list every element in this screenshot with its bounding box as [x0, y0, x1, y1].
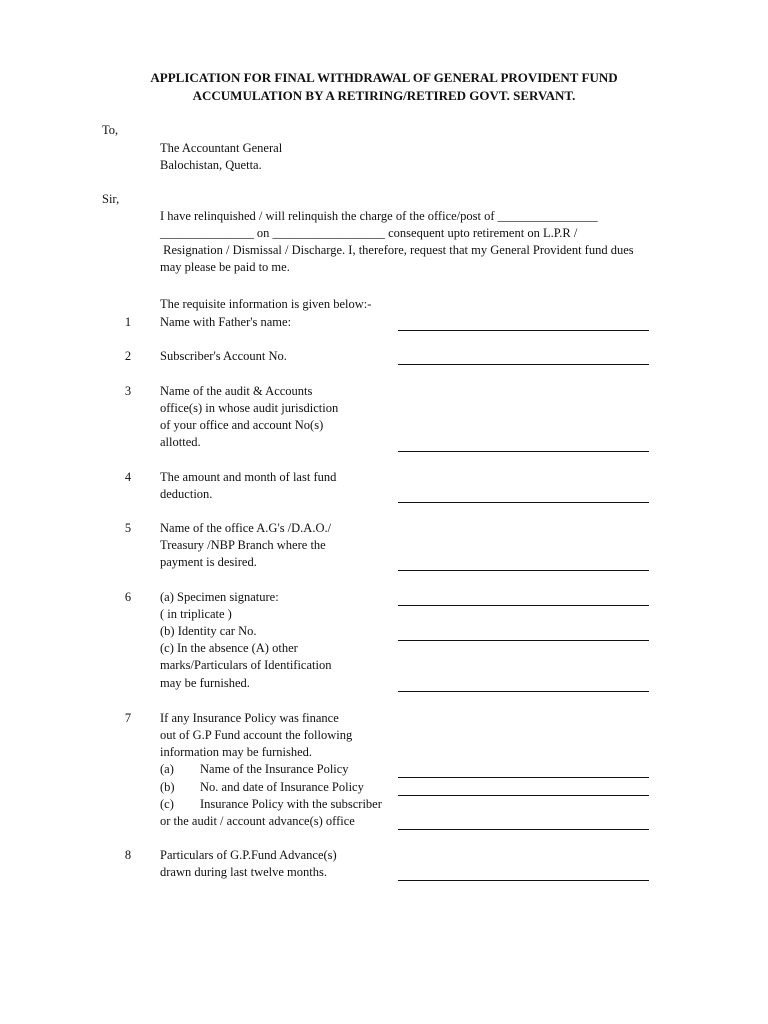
- answer-field-identification-marks[interactable]: [398, 691, 649, 692]
- form-title-line-1: APPLICATION FOR FINAL WITHDRAWAL OF GENERAL PROVIDENT FUND: [150, 70, 618, 85]
- item-label: Particulars of G.P.Fund Advance(s): [160, 848, 337, 862]
- answer-field-payment-office[interactable]: [398, 570, 649, 571]
- answer-field-advances[interactable]: [398, 880, 649, 881]
- address-to: To,: [102, 123, 119, 137]
- answer-field-insurance-office[interactable]: [398, 829, 649, 830]
- subitem-label: (a): [160, 762, 174, 776]
- item-number: 4: [124, 470, 132, 484]
- item-label: Treasury /NBP Branch where the: [160, 538, 326, 552]
- item-label: payment is desired.: [160, 555, 257, 569]
- answer-field-identity-card[interactable]: [398, 640, 649, 641]
- item-label: may be furnished.: [160, 676, 250, 690]
- answer-field-insurance-date[interactable]: [398, 795, 649, 796]
- item-label: (b) Identity car No.: [160, 624, 257, 638]
- item-label: of your office and account No(s): [160, 418, 324, 432]
- body-line-4: may please be paid to me.: [160, 260, 290, 274]
- item-label: marks/Particulars of Identification: [160, 658, 332, 672]
- subitem-b: [160, 779, 364, 796]
- subitem-text: No. and date of Insurance Policy: [200, 780, 364, 794]
- item-number: 1: [124, 315, 132, 329]
- subitem-label: (c): [160, 797, 174, 811]
- intro-text: The requisite information is given below:-: [160, 297, 372, 311]
- item-label: ( in triplicate ): [160, 607, 232, 621]
- item-number: 3: [124, 384, 132, 398]
- item-label: or the audit / account advance(s) office: [160, 814, 355, 828]
- item-label: out of G.P Fund account the following: [160, 728, 353, 742]
- subitem-c: [160, 796, 382, 813]
- salutation: Sir,: [102, 192, 120, 206]
- body-line-3: Resignation / Dismissal / Discharge. I, therefore, request that my General Provident fund dues: [160, 243, 634, 257]
- item-label: Name with Father's name:: [160, 315, 292, 329]
- item-label: The amount and month of last fund: [160, 470, 337, 484]
- item-number: 5: [124, 521, 132, 535]
- item-label: (c) In the absence (A) other: [160, 641, 298, 655]
- answer-field-account-no[interactable]: [398, 364, 649, 365]
- item-label: If any Insurance Policy was finance: [160, 711, 339, 725]
- answer-field-last-deduction[interactable]: [398, 502, 649, 503]
- item-number: 6: [124, 590, 132, 604]
- item-label: Subscriber's Account No.: [160, 349, 287, 363]
- answer-field-insurance-name[interactable]: [398, 777, 649, 778]
- item-label: information may be furnished.: [160, 745, 313, 759]
- answer-field-name[interactable]: [398, 330, 649, 331]
- answer-field-audit-office[interactable]: [398, 451, 649, 452]
- item-label: (a) Specimen signature:: [160, 590, 279, 604]
- item-number: 8: [124, 848, 132, 862]
- item-label: allotted.: [160, 435, 201, 449]
- item-label: deduction.: [160, 487, 213, 501]
- subitem-label: (b): [160, 780, 175, 794]
- body-line-1: I have relinquished / will relinquish the charge of the office/post of ________________: [160, 209, 598, 223]
- subitem-text: Name of the Insurance Policy: [200, 762, 349, 776]
- item-number: 2: [124, 349, 132, 363]
- item-number: 7: [124, 711, 132, 725]
- item-label: drawn during last twelve months.: [160, 865, 327, 879]
- recipient-name: The Accountant General: [160, 141, 283, 155]
- form-title-line-2: ACCUMULATION BY A RETIRING/RETIRED GOVT. SERVANT.: [192, 88, 576, 103]
- answer-field-signature[interactable]: [398, 605, 649, 606]
- item-label: office(s) in whose audit jurisdiction: [160, 401, 339, 415]
- recipient-location: Balochistan, Quetta.: [160, 158, 262, 172]
- body-line-2: _______________ on __________________ consequent upto retirement on L.P.R /: [160, 226, 578, 240]
- subitem-a: [160, 761, 349, 778]
- subitem-text: Insurance Policy with the subscriber: [200, 797, 382, 811]
- item-label: Name of the office A.G's /D.A.O./: [160, 521, 332, 535]
- item-label: Name of the audit & Accounts: [160, 384, 313, 398]
